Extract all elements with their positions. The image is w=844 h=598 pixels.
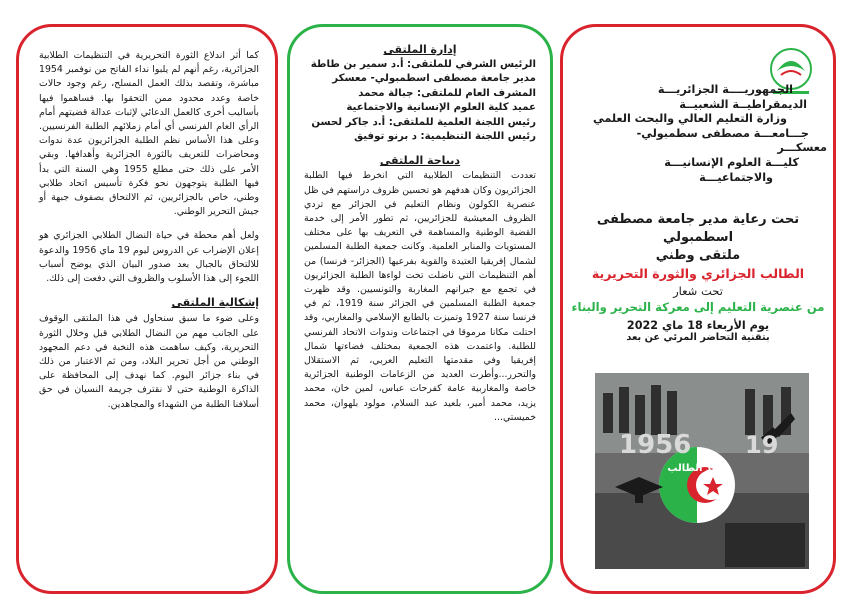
slogan-label: تحت شعار [673, 284, 723, 298]
left-para-3: وعلى ضوء ما سبق سنحاول في هذا الملتقى الوقوف على الجانب مهم من النضال الطلابي قبل وخلال الثورة التحريرية، وكيف ساهمت هذه النخبة في دعم المجهود الوطني من أجل تحرير البلاد، ومن ثم الاعتبار من ذلك في بناء جزائر اليوم. كما نهدف إلى المحافظة على الذاكرة الوطنية حتى لا نقترف جريمة النسيان في حق أسلافنا الطلبة من الشهداء والمجاهدين. [39, 313, 259, 410]
event-theme: الطالب الجزائري والثورة التحريرية [591, 266, 805, 281]
title-line: جـــامعـــة مصطفى سطمبولي- [636, 126, 809, 140]
management-line: عميد كلية العلوم الإنسانية والاجتماعية [346, 102, 536, 114]
middle-panel [287, 24, 553, 594]
sponsor-line-2: اسطمبولي [662, 230, 734, 245]
left-para-2: ولعل أهم محطة في حياة النضال الطلابي الجزائري هو إعلان الإضراب عن الدروس ليوم 19 ماي 1956 والدعوة للالتحاق بالجبال بعد صدور البيان الذي يوضح أسباب اللجوء إلى هذا الأسلوب والظروف التي دفعت إلى ذلك. [39, 230, 259, 285]
event-info [563, 211, 833, 344]
event-date: يوم الأربعاء 18 ماي 2022 [626, 319, 770, 332]
institution-header [563, 83, 833, 185]
preface-text: تعددت التنظيمات الطلابية التي انخرط فيها الطلبة الجزائريون وكان هدفهم هو تحسين ظروف دراستهم في ظل عنصرية الكولون ونظام التعليم في الجزائر مع تردي الظروف المعيشية للجزائريين، ثم تطور الأمر إلى خدمة القضية الوطنية والمساهمة في التعريف بها على مختلف المستويات والمنابر العلمية. وكانت جمعية الطلبة المسلمين لشمال إفريقيا العتيدة والقوية بفرعيها (الجزائر- فرنسا) من أهم التنظيمات التي ناضلت تحت لواءها الطلبة الجزائريون في تجمع مع جيرانهم المغاربة والتونسيين. وقد ظهرت جمعية الطلبة المسلمين في الجزائر سنة 1919، ثم في فرنسا سنة 1927 وتميزت بالطابع الإسلامي والمغاربي، وقد احتلت مكانا مرموقا في اجتماعات وندوات الاتحاد الفرنسي للطلبة. واعتمدت هذه الجمعية بمختلف فضاءتها شمال إفريقيا وفي مقدمتها التعليم العربي، ثم الاستقلال والتحرر...وأطرت العديد من الزعامات الوطنية الجزائرية خاصة والمغاربية عامة كفرحات عباس، لمين خان، محمد يزيد، محمد أمير، بلعيد عبد السلام، مولود بلهوان، محمد خميستي... [304, 170, 537, 423]
event-type: ملتقى وطني [655, 248, 741, 263]
title-line: كليـــة العلوم الإنسانيـــة [664, 155, 799, 169]
event-mode: بتقنية التحاضر المرئي عن بعد [626, 332, 770, 343]
title-line: والاجتماعيـــة [699, 170, 773, 184]
management-line: مدير جامعة مصطفى اسطمبولي- معسكر [332, 73, 536, 85]
management-line: رئيس اللجنة التنظيمية: د برنو توفيق [354, 131, 536, 143]
title-line: معسكـــر [777, 141, 827, 155]
management-line: الرئيس الشرفي للملتقى: أ.د سمير بن طاطة [310, 59, 536, 70]
sponsor-line: تحت رعاية مدير جامعة مصطفى [596, 212, 800, 227]
preface-heading: ديباجة الملتقى [379, 154, 461, 168]
event-slogan: من عنصرية التعليم إلى معركة التحرير والبناء [571, 300, 825, 314]
poster-image [595, 373, 809, 569]
title-line: وزارة التعليم العالي والبحث العلمي [593, 112, 787, 126]
management-line: رئيس اللجنة العلمية للملتقى: أ.د جاكر لحسن [311, 116, 536, 128]
title-line: الديمقراطيــة الشعبيــة [679, 97, 807, 111]
poster-caption: عيد الطالب [667, 463, 723, 474]
poster-year-1956: 1956 [619, 430, 692, 460]
left-panel [16, 24, 278, 594]
management-line: المشرف العام للملتقى: جبالة محمد [358, 87, 536, 99]
left-para-1: كما أثر اندلاع الثورة التحريرية في التنظيمات الطلابية الجزائرية، رغم أنهم لم يلبوا نداء الفاتح من نوفمبر 1954 مباشرة، وتقصد بذلك العمل المسلح، رغم وجود حالات خاصة وعدد محدود ممن التحقوا بها. فساهموا فيها بأساليب أخرى كالعمل الدعائي لإثبات عدالة قضيتهم أمام الرأي العام الفرنسي أي أمام زملائهم الطلبة الفرنسيين. وعلى هذا الأساس نظم الطلبة الجزائريون عدة ندوات ومحاضرات للتعريف بالثورة الجزائرية وأهدافها. وبقي الأمر على ذلك حتى مطلع 1955 وهي السنة التي بدأ فيها الطلبة يتوجهون نحو فكرة تأسيس اتحاد طلابي وطني، خاص بالجزائريين، ثم الالتحاق بصفوف جبهة أو جيش التحرير الوطني. [39, 50, 260, 218]
problem-heading: إشكالية الملتقى [171, 296, 259, 310]
management-heading: إدارة الملتقى [383, 43, 457, 56]
title-line: الجمهوريــــة الجزائريـــة [657, 83, 793, 96]
right-panel [560, 24, 836, 594]
poster-day-19: 19 [745, 431, 779, 459]
management-list [304, 58, 536, 144]
